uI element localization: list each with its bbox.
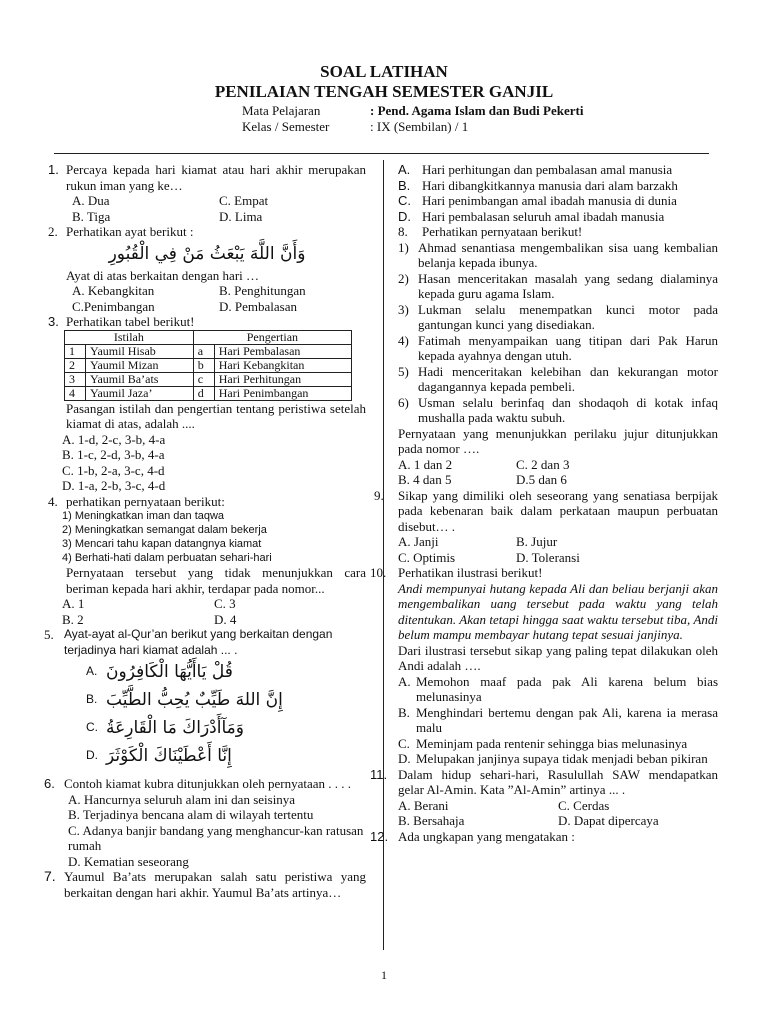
option-letter: B. — [398, 177, 411, 193]
option-letter: A. — [398, 673, 411, 689]
left-column — [44, 162, 366, 900]
question-number: 2. — [48, 224, 58, 239]
row-letter: a — [193, 344, 214, 358]
item-text: Hadi menceritakan kelebihan dan kekurangan motor dagangannya kepada pembeli. — [418, 363, 718, 394]
term-table — [64, 330, 352, 401]
illustration-text: Andi mempunyai hutang kepada Ali dan beliau berjanji akan mengembalikan uang tersebut pada waktu yang telah ditentukan. Akan tetapi hingga saat waktu tersebut tiba, Andi belum mampu membayar hutang tepat sesuai janjinya. — [398, 580, 718, 642]
question-8-stem — [398, 426, 718, 457]
question-number: 3. — [48, 314, 59, 329]
question-text: Perhatikan pernyataan berikut! — [422, 224, 583, 239]
list-item: 1) Meningkatkan iman dan taqwa — [62, 510, 225, 522]
question-7 — [44, 869, 366, 900]
option-c: C. 1-b, 2-a, 3-c, 4-d — [62, 462, 165, 478]
option-letter: D. — [398, 208, 411, 224]
question-3-stem — [48, 401, 366, 432]
arabic-verse: إِنَّا أَعْطَيْنَاكَ الْكَوْثَرَ — [106, 746, 232, 766]
subject-label: Mata Pelajaran — [242, 103, 321, 118]
item-text: Hasan menceritakan masalah yang sedang dialaminya kepada guru agama Islam. — [418, 270, 718, 301]
row-number: 2 — [65, 358, 86, 372]
item-text: Ahmad senantiasa mengembalikan sisa uang kembalian belanja kepada ibunya. — [418, 239, 718, 270]
question-number: 8. — [398, 224, 408, 239]
class-value: : IX (Sembilan) / 1 — [370, 119, 469, 134]
option-a: A. Janji — [398, 534, 439, 549]
question-text: Ayat di atas berkaitan dengan hari … — [66, 267, 260, 283]
item-number: 3) — [398, 301, 409, 317]
question-number: 12. — [370, 828, 389, 844]
options-1 — [48, 193, 366, 224]
option-a: A. 1-d, 2-c, 3-b, 4-a — [62, 431, 166, 447]
options-8 — [398, 457, 718, 488]
list-item — [398, 395, 718, 426]
question-2 — [48, 224, 366, 240]
option-a: A. 1 — [62, 596, 85, 611]
option-b: B. Penghitungan — [219, 283, 306, 298]
question-text: Pasangan istilah dan pengertian tentang peristiwa setelah kiamat di atas, adalah .... — [66, 400, 366, 431]
row-letter: c — [193, 372, 214, 386]
option-d: D. 1-a, 2-b, 3-c, 4-d — [62, 478, 166, 493]
question-text: Perhatikan ayat berikut : — [66, 224, 194, 239]
item-number: 6) — [398, 394, 409, 410]
option-d — [48, 742, 366, 770]
question-5 — [44, 627, 366, 658]
question-1 — [48, 162, 366, 193]
row-term: Yaumil Ba’ats — [86, 372, 194, 386]
option-d — [398, 751, 718, 767]
item-number: 5) — [398, 363, 409, 379]
question-3 — [48, 314, 366, 330]
question-text: Perhatikan ilustrasi berikut! — [398, 565, 543, 580]
page-subtitle: PENILAIAN TENGAH SEMESTER GANJIL — [214, 82, 554, 101]
option-text: Hari dibangkitkannya manusia dari alam barzakh — [422, 177, 678, 193]
option-letter: B. — [86, 692, 98, 707]
question-text: Sikap yang dimiliki oleh seseorang yang senatiasa berpijak pada kebenaran baik dalam perkataan maupun perbuatan disebut… . — [398, 487, 718, 534]
option-b: B. Jujur — [516, 534, 558, 549]
option-b: B. Bersahaja — [398, 813, 465, 828]
page-number: 1 — [381, 968, 387, 982]
row-meaning: Hari Pembalasan — [214, 344, 351, 358]
option-b — [48, 686, 366, 714]
option-b — [398, 705, 718, 736]
option-b: B. 2 — [62, 611, 84, 627]
options-6 — [48, 792, 366, 870]
option-d: D.5 dan 6 — [516, 472, 567, 487]
question-4 — [48, 494, 366, 510]
option-letter: C. — [398, 735, 410, 751]
list-item — [398, 240, 718, 271]
arabic-verse: وَمَآأَدْرَاكَ مَا الْقَارِعَةُ — [106, 718, 244, 738]
option-c: C. Empat — [219, 193, 269, 208]
list-item: 4) Berhati-hati dalam perbuatan sehari-hari — [62, 552, 272, 564]
list-item — [398, 302, 718, 333]
option-d: D. Toleransi — [516, 549, 580, 565]
list-item: 3) Mencari tahu kapan datangnya kiamat — [62, 538, 262, 550]
class-label: Kelas / Semester — [242, 119, 330, 134]
option-letter: C. — [398, 193, 411, 208]
question-11 — [370, 767, 718, 798]
item-number: 2) — [398, 270, 409, 286]
options-11 — [398, 798, 718, 829]
question-text: Perhatikan tabel berikut! — [66, 314, 195, 329]
question-text: perhatikan pernyataan berikut: — [66, 493, 225, 509]
option-a: A. 1 dan 2 — [398, 456, 453, 472]
option-a — [398, 674, 718, 705]
row-term: Yaumil Mizan — [86, 358, 194, 372]
options-3 — [48, 432, 366, 494]
option-letter: C. — [86, 720, 98, 735]
item-number: 4) — [398, 332, 409, 348]
option-a: A. Kebangkitan — [72, 283, 155, 298]
subject-value: : Pend. Agama Islam dan Budi Pekerti — [370, 103, 584, 118]
list-item — [398, 271, 718, 302]
option-c: C. 3 — [214, 596, 236, 611]
option-c: C.Penimbangan — [72, 298, 155, 314]
list-item — [398, 333, 718, 364]
option-text: Melupakan janjinya supaya tidak menjadi beban pikiran — [416, 751, 708, 766]
option-d — [398, 209, 718, 225]
option-d: D. Kematian seseorang — [68, 853, 189, 869]
arabic-verse: قُلْ يَاأَيُّهَا الْكَافِرُونَ — [106, 662, 233, 682]
item-text: Fatimah menyampaikan uang titipan dari Pak Harun kepada ayahnya dengan utuh. — [418, 332, 718, 363]
question-6 — [44, 776, 366, 792]
option-c: C. Cerdas — [558, 797, 610, 813]
option-text: Memohon maaf pada pak Ali karena belum bias melunasinya — [416, 673, 718, 704]
statements-8 — [398, 240, 718, 426]
table-row — [65, 372, 352, 386]
option-b: B. Tiga — [72, 208, 111, 224]
question-text: Dalam hidup sehari-hari, Rasulullah SAW mendapatkan gelar Al-Amin. Kata ”Al-Amin” artinya ... . — [398, 766, 718, 797]
question-text: Dari ilustrasi tersebut sikap yang paling tepat dilakukan oleh Andi adalah …. — [398, 642, 718, 673]
question-text: Ayat-ayat al-Qur’an berikut yang berkaitan dengan terjadinya hari kiamat adalah ... . — [64, 627, 333, 657]
question-number: 6. — [44, 776, 55, 791]
question-number: 1. — [48, 162, 59, 177]
question-number: 5. — [44, 627, 54, 642]
question-number: 4. — [48, 493, 58, 509]
option-a — [48, 658, 366, 686]
question-12 — [370, 829, 718, 845]
row-number: 1 — [65, 344, 86, 358]
options-9 — [398, 534, 718, 565]
question-2-stem — [48, 268, 366, 284]
question-number: 9. — [374, 487, 384, 503]
option-text: Hari penimbangan amal ibadah manusia di dunia — [422, 193, 677, 208]
item-text: Lukman selalu menempatkan kunci motor pada gantungan kunci yang disediakan. — [418, 301, 718, 332]
question-text: Percaya kepada hari kiamat atau hari akhir merupakan rukun iman yang ke… — [66, 162, 366, 193]
row-meaning: Hari Perhitungan — [214, 372, 351, 386]
option-letter: A. — [86, 664, 98, 679]
table-row — [65, 344, 352, 358]
option-d: D. Lima — [219, 208, 263, 224]
option-c — [398, 193, 718, 209]
row-number: 3 — [65, 372, 86, 386]
table-header-meaning: Pengertian — [193, 330, 351, 344]
item-text: Usman selalu berinfaq dan shodaqoh di kotak infaq mushalla pada waktu subuh. — [418, 394, 718, 425]
question-number: 7. — [44, 868, 56, 884]
option-a — [398, 162, 718, 178]
option-b — [398, 178, 718, 194]
option-a: A. Hancurnya seluruh alam ini dan seisinya — [68, 791, 296, 807]
option-d: D. Pembalasan — [219, 298, 297, 314]
table-header-term: Istilah — [65, 330, 194, 344]
option-text: Meminjam pada rentenir sehingga bias melunasinya — [416, 735, 688, 751]
item-number: 1) — [398, 239, 409, 255]
option-letter: D. — [398, 751, 411, 766]
option-text: Hari perhitungan dan pembalasan amal manusia — [422, 162, 673, 177]
list-item: 2) Meningkatkan semangat dalam bekerja — [62, 524, 267, 536]
options-2 — [48, 283, 366, 314]
option-d: D. Dapat dipercaya — [558, 813, 659, 828]
option-text: Hari pembalasan seluruh amal ibadah manusia — [422, 208, 665, 224]
right-column — [370, 162, 718, 844]
option-c: C. Adanya banjir bandang yang menghancur-kan ratusan rumah — [68, 822, 364, 853]
table-row — [65, 358, 352, 372]
question-text: Ada ungkapan yang mengatakan : — [398, 828, 575, 844]
question-text: Contoh kiamat kubra ditunjukkan oleh pernyataan . . . . — [64, 776, 352, 791]
row-meaning: Hari Penimbangan — [214, 386, 351, 400]
header-rule — [54, 153, 709, 154]
question-text: Pernyataan yang menunjukkan perilaku jujur ditunjukkan pada nomor …. — [398, 425, 718, 456]
page-title: SOAL LATIHAN — [320, 62, 448, 81]
question-9 — [374, 488, 718, 535]
row-meaning: Hari Kebangkitan — [214, 358, 351, 372]
table-row — [65, 386, 352, 400]
question-number: 11. — [370, 766, 388, 782]
question-text: Yaumul Ba’ats merupakan salah satu peristiwa yang berkaitan dengan hari akhir. Yaumul Ba’ats artinya… — [64, 869, 366, 900]
row-letter: b — [193, 358, 214, 372]
list-item — [398, 364, 718, 395]
question-4-stem — [48, 565, 366, 596]
option-b: B. 1-c, 2-d, 3-b, 4-a — [62, 447, 165, 462]
option-d: D. 4 — [214, 611, 237, 627]
row-letter: d — [193, 386, 214, 400]
option-c: C. 2 dan 3 — [516, 456, 570, 472]
question-10 — [370, 565, 718, 581]
question-text: Pernyataan tersebut yang tidak menunjukkan cara beriman kepada hari akhir, terdapar pada nomor... — [66, 565, 366, 596]
option-letter: B. — [398, 704, 410, 720]
option-c — [398, 736, 718, 752]
question-number: 10. — [370, 565, 387, 580]
options-4 — [48, 596, 366, 627]
option-c: C. Optimis — [398, 549, 456, 565]
option-text: Menghindari bertemu dengan pak Ali, karena ia merasa malu — [416, 704, 718, 735]
option-a: A. Berani — [398, 797, 449, 813]
question-8 — [398, 224, 718, 240]
row-number: 4 — [65, 386, 86, 400]
statements-4 — [48, 509, 366, 565]
option-c — [48, 714, 366, 742]
row-term: Yaumil Hisab — [86, 344, 194, 358]
arabic-verse: إِنَّ اللهَ طَيِّبٌ يُحِبُّ الطَّيِّبَ — [106, 690, 283, 710]
option-a: A. Dua — [72, 193, 110, 208]
option-b: B. Terjadinya bencana alam di wilayah tertentu — [68, 807, 314, 822]
row-term: Yaumil Jaza’ — [86, 386, 194, 400]
option-b: B. 4 dan 5 — [398, 472, 452, 487]
identity-block — [242, 103, 583, 135]
option-letter: A. — [398, 162, 411, 177]
header — [0, 62, 768, 102]
arabic-verse: وَأَنَّ اللَّهَ يَبْعَثُ مَنْ فِي الْقُبُورِ — [108, 243, 306, 264]
option-letter: D. — [86, 748, 98, 763]
